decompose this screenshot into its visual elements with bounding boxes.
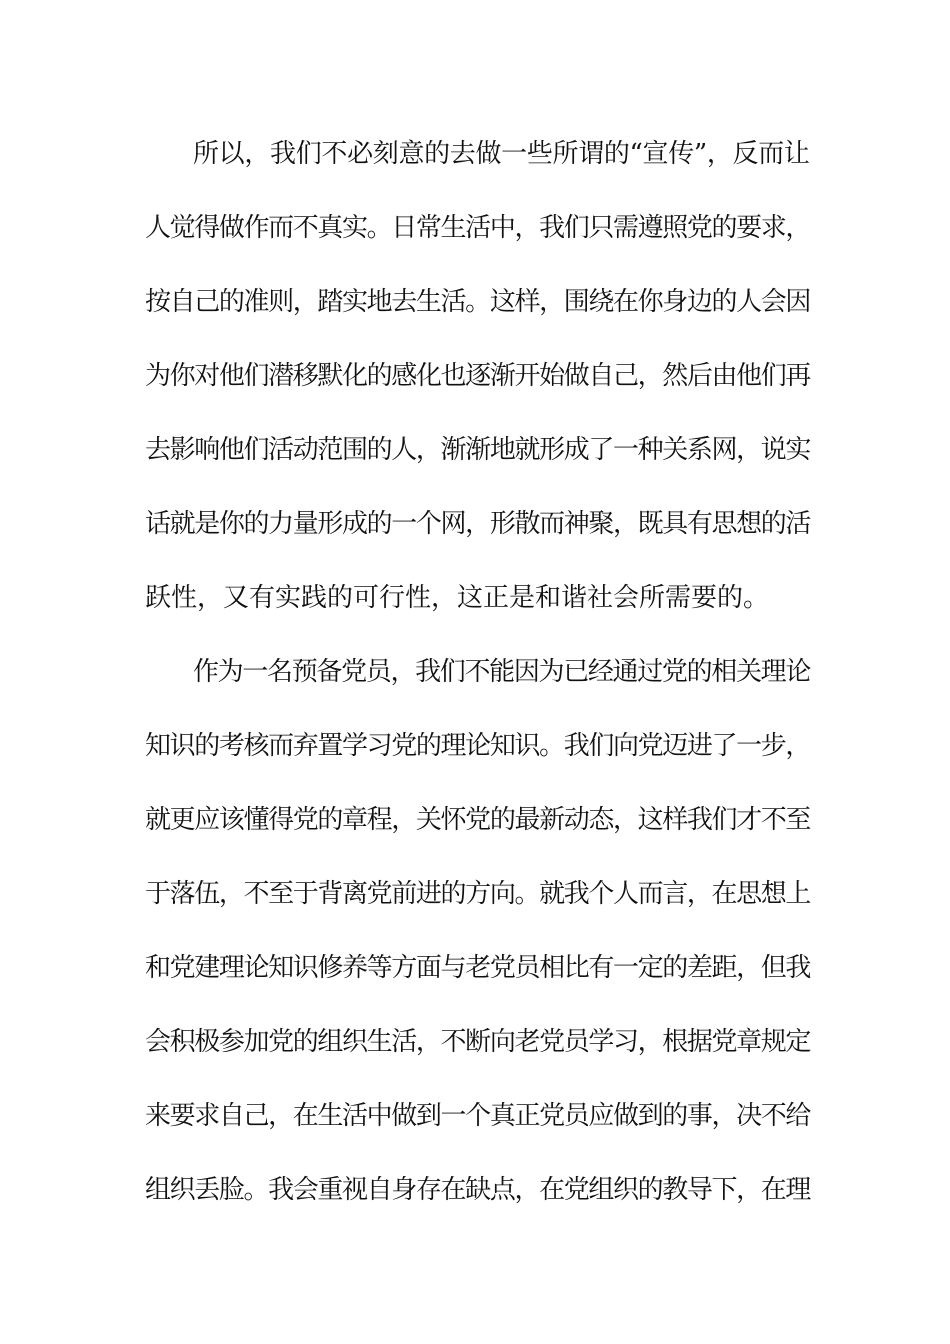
paragraph-2-line-4: 于落伍，不至于背离党前进的方向。就我个人而言，在思想上: [145, 879, 811, 909]
paragraph-1-line-1: 所以，我们不必刻意的去做一些所谓的“宣传”，反而让: [193, 139, 810, 169]
paragraph-2-line-6: 会积极参加党的组织生活，不断向老党员学习，根据党章规定: [145, 1027, 811, 1057]
paragraph-2-line-5: 和党建理论知识修养等方面与老党员相比有一定的差距，但我: [145, 953, 811, 983]
paragraph-2-line-2: 知识的考核而弃置学习党的理论知识。我们向党迈进了一步，: [145, 731, 811, 761]
paragraph-2-line-1: 作为一名预备党员，我们不能因为已经通过党的相关理论: [193, 657, 811, 687]
paragraph-1-line-4: 为你对他们潜移默化的感化也逐渐开始做自己，然后由他们再: [145, 361, 811, 391]
paragraph-2-line-7: 来要求自己，在生活中做到一个真正党员应做到的事，决不给: [145, 1101, 811, 1131]
paragraph-1-line-7: 跃性，又有实践的可行性，这正是和谐社会所需要的。: [145, 583, 770, 613]
paragraph-1-line-2: 人觉得做作而不真实。日常生活中，我们只需遵照党的要求，: [145, 213, 811, 243]
paragraph-1-line-3: 按自己的准则，踏实地去生活。这样，围绕在你身边的人会因: [145, 287, 811, 317]
paragraph-2-line-3: 就更应该懂得党的章程，关怀党的最新动态，这样我们才不至: [145, 805, 811, 835]
paragraph-1-line-5: 去影响他们活动范围的人，渐渐地就形成了一种关系网，说实: [145, 435, 811, 465]
paragraph-1-line-6: 话就是你的力量形成的一个网，形散而神聚，既具有思想的活: [145, 509, 811, 539]
paragraph-2-line-8: 组织丢脸。我会重视自身存在缺点，在党组织的教导下，在理: [145, 1175, 811, 1205]
